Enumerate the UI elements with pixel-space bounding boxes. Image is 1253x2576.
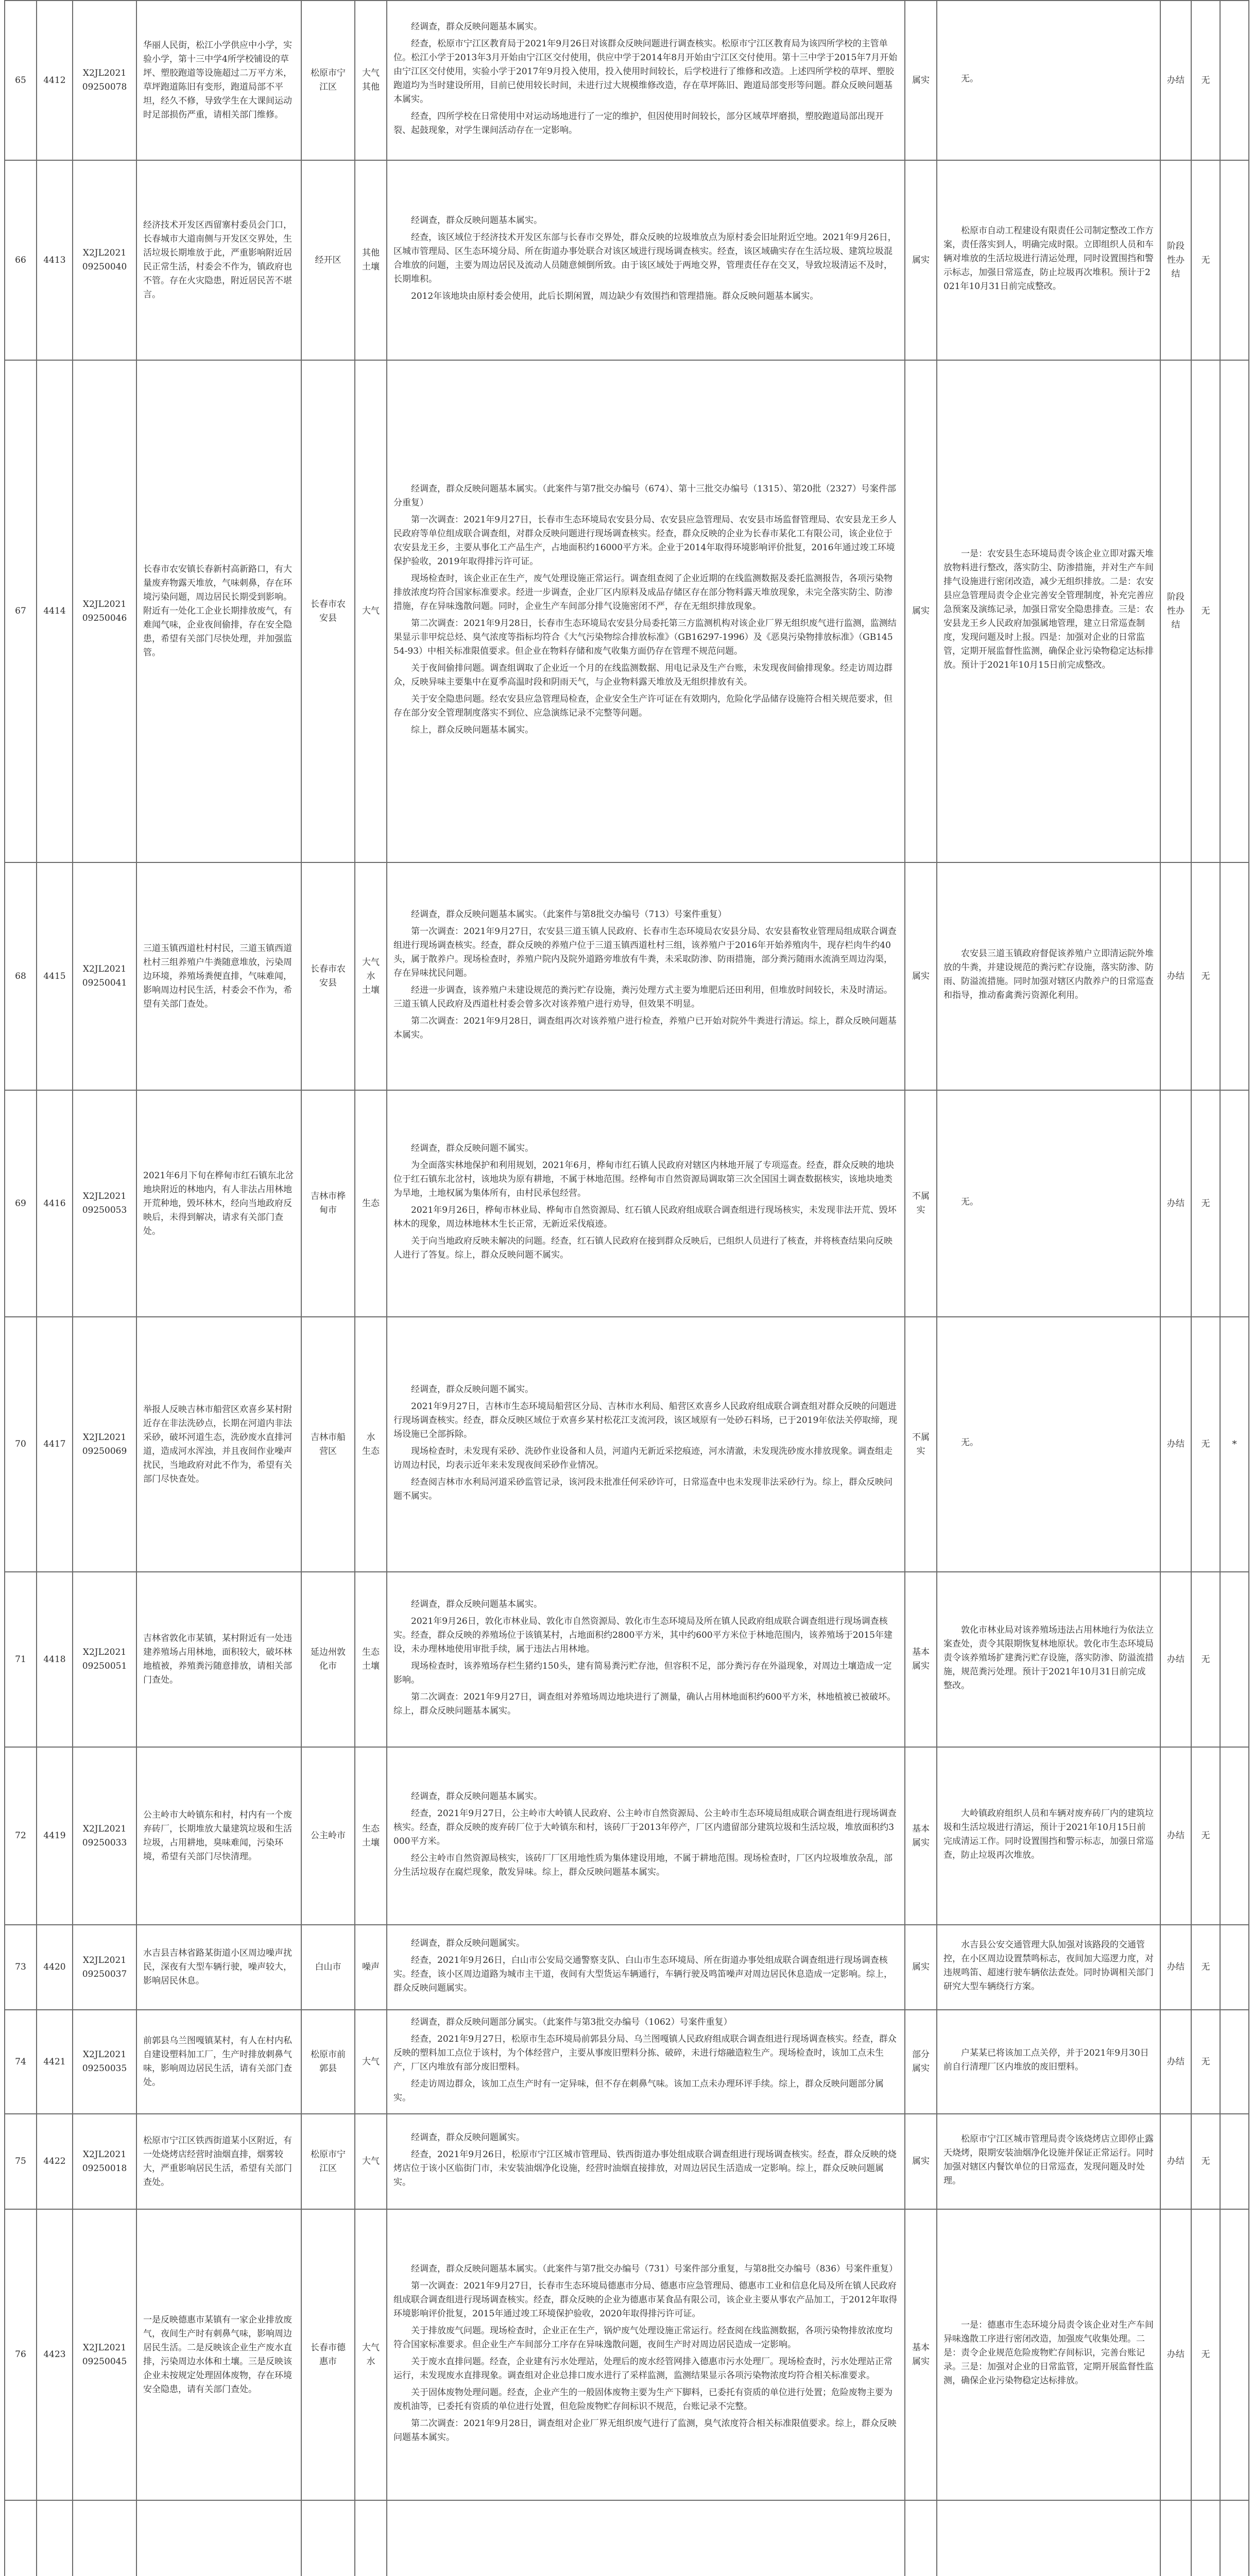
rectification-text: 松原市宁江区城市管理局责令该烧烤店立即停止露天烧烤，限期安装油烟净化设施并保证正常运行。同时加强对辖区内餐饮单位的日常巡查，发现问题及时处理。 [943,2133,1154,2186]
result-paragraph: 经调查，群众反映问题基本属实。 [411,1791,542,1802]
complaint-summary: 水吉县吉林省路某街道小区周边噪声扰民，深夜有大型车辆行驶，噪声较大，影响居民休息。 [136,1925,301,2010]
verification-status: 属实 [905,360,937,862]
remark [1220,2114,1249,2209]
completion-status: 办结 [1160,2114,1191,2209]
accountability: 无 [1191,2209,1220,2500]
result-paragraph: 2012年该地块由原村委会使用，此后长期闲置，周边缺少有效围挡和管理措施。群众反映问题基本属实。 [411,291,819,301]
accountability [1191,2500,1220,2576]
rectification-measures [937,1747,1160,1925]
row-number: 71 [5,1572,37,1747]
result-paragraph: 第一次调查：2021年9月27日，长春市生态环境局农安县分局、农安县应急管理局、农安县市场监督管理局、农安县龙王乡人民政府等单位组成联合调查组，对群众反映问题进行现场调查核实。经查，群众反映的企业为长春市某化工有限公司，该企业位于农安县龙王乡，主要从事化工产品生产，占地面积约16000平方米。企业于2014年取得环境影响评价批复，2016年通过竣工环境保护验收，2019年取得排污许可证。 [393,515,897,567]
case-code: X2JL2021 09250051 [73,1572,136,1747]
complaint-summary: 华丽人民街，松江小学供应中小学，实验小学，第十三中学4所学校铺设的草坪、塑胶跑道等设施超过二万平方米，草坪跑道陈旧有变形，跑道局部不平坦，经久不修，导致学生在大课间运动时足部损伤严重，请相关部门维修。 [136,1,301,160]
investigation-result [387,1925,905,2010]
result-paragraph: 关于安全隐患问题。经农安县应急管理局检查，企业安全生产许可证在有效期内，危险化学品储存设施符合相关规范要求，但存在部分安全管理制度落实不到位、应急演练记录不完整等问题。 [393,694,892,718]
rectification-measures [937,2114,1160,2209]
complaint-summary: 一是反映德惠市某镇有一家企业排放废气，夜间生产时有刺鼻气味，影响周边居民生活。二是反映该企业生产废水直排，污染周边水体和土壤。三是反映该企业未按规定处理固体废物，存在环境安全隐患，请有关部门查处。 [136,2209,301,2500]
rectification-text: 敦化市林业局对该养殖场违法占用林地行为依法立案查处，责令其限期恢复林地原状。敦化市生态环境局责令该养殖场扩建粪污贮存设施，落实防渗、防溢流措施，规范粪污处理。预计于2021年10月31日前完成整改。 [943,1624,1154,1691]
administrative-area: 长春市农安县 [301,360,355,862]
result-paragraph: 关于排放废气问题。现场检查时，企业正在生产，锅炉废气处理设施正常运行。经查阅在线监测数据，各项污染物排放浓度均符合国家标准要求。但企业生产车间部分工序存在异味逸散问题，夜间生产时对周边居民造成一定影响。 [393,2325,892,2350]
rectification-measures [937,1925,1160,2010]
administrative-area: 白山市 [301,1925,355,2010]
row-number: 68 [5,862,37,1090]
remark [1220,2010,1249,2114]
pollution-type: 大气 [355,2010,387,2114]
accountability: 无 [1191,1925,1220,2010]
completion-status: 办结 [1160,1,1191,160]
pollution-type: 生态 土壤 [355,1572,387,1747]
rectification-text: 大岭镇政府组织人员和车辆对废弃砖厂内的建筑垃圾和生活垃圾进行清运，预计于2021年10月15日前完成清运工作。同时设置围挡和警示标志，加强日常巡查，防止垃圾再次堆放。 [943,1808,1154,1860]
rectification-text: 水吉县公安交通管理大队加强对该路段的交通管控，在小区周边设置禁鸣标志，夜间加大巡逻力度，对违规鸣笛、超速行驶车辆依法查处。同时协调相关部门研究大型车辆绕行方案。 [943,1939,1154,1992]
investigation-result [387,2114,905,2209]
table-row [5,160,1249,360]
pollution-type: 大气 [355,360,387,862]
remark [1220,1747,1249,1925]
investigation-result [387,1747,905,1925]
administrative-area: 长春市德惠市 [301,2209,355,2500]
table-row [5,1317,1249,1572]
case-code: X2JL2021 09250040 [73,160,136,360]
result-paragraph: 第一次调查：2021年9月27日，农安县三道玉镇人民政府、长春市生态环境局农安县分局、农安县畜牧业管理局组成联合调查组进行现场调查核实。经查，群众反映的养殖户位于三道玉镇西道杜村三组，该养殖户于2016年开始养殖肉牛，现存栏肉牛约40头，属于散养户。现场检查时，养殖户院内及院外道路旁堆放有牛粪，未采取防渗、防雨措施，部分粪污随雨水流淌至周边沟渠，存在异味扰民问题。 [393,926,897,978]
case-id: 4423 [37,2209,73,2500]
rectification-measures [937,2500,1160,2576]
row-number: 66 [5,160,37,360]
accountability: 无 [1191,2010,1220,2114]
verification-status: 属实 [905,160,937,360]
verification-status: 不属实 [905,1317,937,1572]
investigation-result [387,160,905,360]
remark [1220,862,1249,1090]
verification-status: 基本属实 [905,1572,937,1747]
investigation-result [387,2500,905,2576]
rectification-measures [937,1090,1160,1317]
completion-status: 办结 [1160,1090,1191,1317]
result-paragraph: 经查，2021年9月26日，松原市宁江区城市管理局、铁西街道办事处组成联合调查组进行现场调查核实。经查，群众反映的烧烤店位于该小区临街门市，未安装油烟净化设施，经营时油烟直接排放，对周边居民生活造成一定影响。综上，群众反映问题属实。 [393,2149,897,2188]
administrative-area: 松原市宁江区 [301,1,355,160]
administrative-area: 吉林市桦甸市 [301,1090,355,1317]
completion-status: 办结 [1160,2209,1191,2500]
pollution-type: 大气 水 [355,2209,387,2500]
case-id: 4415 [37,862,73,1090]
completion-status [1160,2500,1191,2576]
result-paragraph: 经查，2021年9月26日，白山市公安局交通警察支队、白山市生态环境局、所在街道办事处组成联合调查组进行现场调查核实。经查，该小区周边道路为城市主干道，夜间有大型货运车辆通行，车辆行驶及鸣笛噪声对周边居民休息造成一定影响。综上，群众反映问题属实。 [393,1955,892,1993]
result-paragraph: 关于夜间偷排问题。调查组调取了企业近一个月的在线监测数据、用电记录及生产台账，未发现夜间偷排现象。经走访周边群众，反映异味主要集中在夏季高温时段和阴雨天气，与企业物料露天堆放及无组织排放有关。 [393,663,892,687]
completion-status: 阶段性办结 [1160,360,1191,862]
pollution-type: 大气 [355,2114,387,2209]
administrative-area: 长春市农安县 [301,862,355,1090]
result-paragraph: 经查，2021年9月27日，公主岭市大岭镇人民政府、公主岭市自然资源局、公主岭市生态环境局组成联合调查组进行现场调查核实。经查，群众反映的废弃砖厂位于大岭镇东和村，该砖厂于2013年停产，厂区内遗留部分建筑垃圾和生活垃圾，堆放面积约3000平方米。 [393,1808,897,1846]
table-row [5,1572,1249,1747]
remark [1220,1317,1249,1572]
accountability: 无 [1191,360,1220,862]
remark [1220,1572,1249,1747]
case-id: 4416 [37,1090,73,1317]
case-id: 4419 [37,1747,73,1925]
result-paragraph: 关于废水直排问题。经查，企业建有污水处理站，处理后的废水经管网排入德惠市污水处理厂。现场检查时，污水处理站正常运行，未发现废水直排现象。调查组对企业总排口废水进行了采样监测，监测结果显示各项污染物浓度均符合相关标准要求。 [393,2356,892,2381]
rectification-measures [937,2010,1160,2114]
accountability: 无 [1191,2114,1220,2209]
row-number [5,2500,37,2576]
administrative-area: 延边州敦化市 [301,1572,355,1747]
table-row [5,360,1249,862]
case-code: X2JL2021 09250018 [73,2114,136,2209]
administrative-area: 公主岭市 [301,1747,355,1925]
case-code [73,2500,136,2576]
pollution-type: 生态 土壤 [355,1747,387,1925]
investigation-result [387,1317,905,1572]
row-number: 74 [5,2010,37,2114]
pollution-type: 其他 土壤 [355,160,387,360]
result-paragraph: 经查，松原市宁江区教育局于2021年9月26日对该群众反映问题进行调查核实。松原市宁江区教育局为该四所学校的主管单位。松江小学于2013年3月开始由宁江区交付使用，供应中学于2014年8月开始由宁江区交付使用。第十三中学于2015年7月开始由宁江区交付使用，实验小学于2017年9月投入使用，投入使用时间较长，后学校进行了维修和改造。上述四所学校的草坪、塑胶跑道均为当时建设所用，目前已使用较长时间，未进行过大规模维修改造，存在草坪陈旧、跑道局部变形等问题。群众反映问题基本属实。 [393,39,898,105]
row-number: 76 [5,2209,37,2500]
pollution-type: 大气 水 土壤 [355,862,387,1090]
investigation-result [387,862,905,1090]
result-paragraph: 为全面落实林地保护和利用规划，2021年6月，桦甸市红石镇人民政府对辖区内林地开展了专项巡查。经查，群众反映的地块位于红石镇东北岔村，该地块为原有耕地，不属于林地范围。经桦甸市自然资源局调取第三次全国国土调查数据核实，该地块地类为旱地，土地权属为集体所有，由村民承包经营。 [393,1160,895,1198]
pollution-type: 噪声 [355,1925,387,2010]
case-code: X2JL2021 09250035 [73,2010,136,2114]
report-table [4,0,1249,2576]
case-code: X2JL2021 09250046 [73,360,136,862]
result-paragraph: 第二次调查：2021年9月27日，调查组对养殖场周边地块进行了测量，确认占用林地面积约600平方米，林地植被已被破坏。综上，群众反映问题基本属实。 [393,1692,896,1716]
row-number: 65 [5,1,37,160]
investigation-result [387,2209,905,2500]
complaint-summary: 长春市农安镇长春新村高新路口，有大量废弃物露天堆放，气味刺鼻，存在环境污染问题，周边居民长期受到影响。附近有一处化工企业长期排放废气，有难闻气味，企业夜间偷排，存在安全隐患，希望有关部门尽快处理，并加强监管。 [136,360,301,862]
investigation-result [387,1572,905,1747]
accountability: 无 [1191,160,1220,360]
completion-status: 办结 [1160,2010,1191,2114]
remark [1220,160,1249,360]
rectification-text: 一是：农安县生态环境局责令该企业立即对露天堆放物料进行整改，落实防尘、防渗措施，并对生产车间排气设施进行密闭改造，减少无组织排放。二是：农安县应急管理局责令企业完善安全管理制度，补充完善应急预案及演练记录，加强日常安全隐患排查。三是：农安县龙王乡人民政府加强属地管理，建立日常巡查制度，发现问题及时上报。四是：加强对企业的日常监管，定期开展监督性监测，确保企业污染物稳定达标排放。预计于2021年10月15日前完成整改。 [943,549,1154,670]
complaint-summary: 2021年6月下旬在桦甸市红石镇东北岔地块附近的林地内，有人非法占用林地开荒种地，毁坏林木，经向当地政府反映后，未得到解决，请求有关部门查处。 [136,1090,301,1317]
investigation-result [387,1,905,160]
result-paragraph: 经进一步调查，该养殖户未建设规范的粪污贮存设施，粪污处理方式主要为堆肥后还田利用，但堆放时间较长，未及时清运。三道玉镇人民政府及西道杜村委会曾多次对该养殖户进行劝导，但效果不明显。 [393,985,892,1009]
administrative-area: 吉林市船营区 [301,1317,355,1572]
complaint-summary: 经济技术开发区西留寨村委员会门口，长春城市大道南侧与开发区交界处，生活垃圾长期堆放于此，严重影响附近居民正常生活，村委会不作为，镇政府也不管。存在火灾隐患，附近居民苦不堪言。 [136,160,301,360]
verification-status: 属实 [905,1,937,160]
completion-status: 办结 [1160,862,1191,1090]
result-paragraph: 经调查，群众反映问题基本属实。（此案件与第7批交办编号（674）、第十三批交办编号（1315）、第20批（2327）号案件部分重复） [393,484,896,508]
result-paragraph: 2021年9月26日，桦甸市林业局、桦甸市自然资源局、红石镇人民政府组成联合调查组进行现场核实，未发现非法开荒、毁坏林木的现象，周边林地林木生长正常，无新近采伐痕迹。 [393,1205,897,1229]
result-paragraph: 经走访周边群众，该加工点生产时有一定异味，但不存在刺鼻气味。该加工点未办理环评手续。综上，群众反映问题部分属实。 [393,2079,884,2103]
rectification-text: 松原市自动工程建设有限责任公司制定整改工作方案，责任落实到人，明确完成时限。立即组织人员和车辆对堆放的生活垃圾进行清运处理，同时设置围挡和警示标志，加强日常巡查，防止垃圾再次堆积。预计于2021年10月31日前完成整改。 [943,225,1154,292]
result-paragraph: 经调查，群众反映问题不属实。 [411,1384,534,1395]
case-id: 4412 [37,1,73,160]
verification-status: 属实 [905,862,937,1090]
rectification-measures [937,1317,1160,1572]
accountability: 无 [1191,1317,1220,1572]
row-number: 72 [5,1747,37,1925]
table-row [5,1090,1249,1317]
remark [1220,360,1249,862]
result-paragraph: 经调查，群众反映问题不属实。 [411,1143,534,1154]
pollution-type: 生态 [355,1090,387,1317]
table-body [5,1,1249,2576]
result-paragraph: 经查阅吉林市水利局河道采砂监管记录，该河段未批准任何采砂许可，日常巡查中也未发现非法采砂行为。综上，群众反映问题不属实。 [393,1477,892,1501]
row-number: 70 [5,1317,37,1572]
complaint-summary: 吉林省敦化市某镇，某村附近有一处违建养殖场占用林地，面积较大，破坏林地植被，养殖粪污随意排放，请相关部门查处。 [136,1572,301,1747]
pollution-type: 大气 其他 [355,1,387,160]
result-paragraph: 经查，该区域位于经济技术开发区东部与长春市交界处，群众反映的垃圾堆放点为原村委会旧址附近空地。2021年9月26日，区城市管理局、区生态环境分局、所在街道办事处联合对该区域进行现场调查核实。经查，该区域确实存在生活垃圾、建筑垃圾混合堆放的问题，主要为周边居民及流动人员随意倾倒所致。由于该区域处于两地交界，管理责任存在交叉，导致垃圾清运不及时，长期堆积。 [393,232,897,284]
accountability: 无 [1191,1,1220,160]
verification-status: 部分属实 [905,2010,937,2114]
result-paragraph: 经调查，群众反映问题基本属实。 [411,22,542,32]
rectification-measures [937,1,1160,160]
administrative-area: 松原市宁江区 [301,2114,355,2209]
table-row [5,1747,1249,1925]
case-code: X2JL2021 09250045 [73,2209,136,2500]
pollution-type [355,2500,387,2576]
result-paragraph: 经调查，群众反映问题基本属实。 [411,215,542,226]
result-paragraph: 现场检查时，该企业正在生产，废气处理设施正常运行。调查组查阅了企业近期的在线监测数据及委托监测报告，各项污染物排放浓度均符合国家标准要求。经进一步调查，企业厂区内原料及成品存储区存在部分物料露天堆放现象，未完全落实防尘、防渗措施，存在异味逸散问题。同时，企业生产车间部分排气设施密闭不严，存在无组织排放现象。 [393,573,892,612]
case-id: 4414 [37,360,73,862]
result-paragraph: 第二次调查：2021年9月28日，长春市生态环境局农安县分局委托第三方监测机构对该企业厂界无组织废气进行监测，监测结果显示非甲烷总烃、臭气浓度等指标均符合《大气污染物综合排放标准》（GB16297-1996）及《恶臭污染物排放标准》（GB14554-93）中相关标准限值要求。但企业在物料存储和废气收集方面仍存在管理不规范问题。 [393,618,897,656]
case-id: 4421 [37,2010,73,2114]
verification-status: 基本属实 [905,2209,937,2500]
result-paragraph: 关于向当地政府反映未解决的问题。经查，红石镇人民政府在接到群众反映后，已组织人员进行了核查，并将核查结果向反映人进行了答复。综上，群众反映问题不属实。 [393,1236,892,1260]
remark [1220,1090,1249,1317]
result-paragraph: 经查，四所学校在日常使用中对运动场地进行了一定的维护，但因使用时间较长，部分区域草坪磨损，塑胶跑道局部出现开裂、起鼓现象，对学生课间活动存在一定影响。 [393,111,884,135]
administrative-area: 松原市前郭县 [301,2010,355,2114]
result-paragraph: 经调查，群众反映问题基本属实。 [411,1599,542,1609]
rectification-measures [937,862,1160,1090]
case-id: 4422 [37,2114,73,2209]
case-id: 4420 [37,1925,73,2010]
rectification-text: 无。 [961,73,979,84]
rectification-text: 农安县三道玉镇政府督促该养殖户立即清运院外堆放的牛粪，并建设规范的粪污贮存设施，落实防渗、防雨、防溢流措施。同时加强对辖区内散养户的日常巡查和指导，推动畜禽粪污资源化利用。 [943,948,1154,1001]
rectification-text: 无。 [961,1437,979,1448]
accountability: 无 [1191,862,1220,1090]
administrative-area [301,2500,355,2576]
completion-status: 办结 [1160,1925,1191,2010]
rectification-measures [937,360,1160,862]
table-row [5,2114,1249,2209]
rectification-measures [937,1572,1160,1747]
result-paragraph: 经查，2021年9月27日，松原市生态环境局前郭县分局、乌兰图嘎镇人民政府组成联合调查组进行现场调查核实。经查，群众反映的塑料加工点位于该村，为个体经营户，主要从事废旧塑料分拣、破碎，未进行熔融造粒生产。现场检查时，该加工点未生产，厂区内堆放有部分废旧塑料。 [393,2034,897,2072]
result-paragraph: 经调查，群众反映问题属实。 [411,2132,525,2143]
rectification-measures [937,2209,1160,2500]
result-paragraph: 现场检查时，未发现有采砂、洗砂作业设备和人员，河道内无新近采挖痕迹，河水清澈，未发现洗砂废水排放现象。调查组走访周边村民，均表示近年来未发现夜间采砂作业情况。 [393,1446,892,1470]
verification-status: 基本属实 [905,1747,937,1925]
result-paragraph: 经调查，群众反映问题基本属实。（此案件与第7批交办编号（731）号案件部分重复，与第8批交办编号（836）号案件重复） [411,2263,898,2274]
complaint-summary: 公主岭市大岭镇东和村，村内有一个废弃砖厂，长期堆放大量建筑垃圾和生活垃圾，占用耕地，臭味难闻，污染环境，希望有关部门尽快清理。 [136,1747,301,1925]
remark [1220,1,1249,160]
case-id: 4413 [37,160,73,360]
verification-status: 不属实 [905,1090,937,1317]
result-paragraph: 综上，群众反映问题基本属实。 [411,725,534,735]
row-number: 69 [5,1090,37,1317]
accountability: 无 [1191,1747,1220,1925]
result-paragraph: 经调查，群众反映问题属实。 [411,1938,525,1948]
result-paragraph: 第二次调查：2021年9月28日，调查组对企业厂界无组织废气进行了监测，臭气浓度符合相关标准限值要求。综上，群众反映问题基本属实。 [393,2418,897,2443]
row-number: 75 [5,2114,37,2209]
table-row [5,862,1249,1090]
case-id: 4418 [37,1572,73,1747]
result-paragraph: 第二次调查：2021年9月28日，调查组再次对该养殖户进行检查，养殖户已开始对院外牛粪进行清运。综上，群众反映问题基本属实。 [393,1015,897,1040]
result-paragraph: 关于固体废物处理问题。经查，企业产生的一般固体废物主要为生产下脚料，已委托有资质的单位进行处置；危险废物主要为废机油等，已委托有资质的单位进行处置，但危险废物贮存间标识不规范，台账记录不完整。 [393,2387,892,2412]
case-code: X2JL2021 09250069 [73,1317,136,1572]
result-paragraph: 经公主岭市自然资源局核实，该砖厂厂区用地性质为集体建设用地，不属于耕地范围。现场检查时，厂区内垃圾堆放杂乱，部分生活垃圾存在腐烂现象，散发异味。综上，群众反映问题基本属实。 [393,1853,892,1877]
table-row [5,1,1249,160]
complaint-summary: 松原市宁江区铁西街道某小区附近，有一处烧烤店经营时油烟直排，烟雾较大，严重影响居民生活，希望有关部门查处。 [136,2114,301,2209]
result-paragraph: 2021年9月26日，敦化市林业局、敦化市自然资源局、敦化市生态环境局及所在镇人民政府组成联合调查组进行现场调查核实。经查，群众反映的养殖场位于该镇某村，占地面积约2800平方米，其中约600平方米位于林地范围内，该养殖场于2015年建设，未办理林地使用审批手续，属于违法占用林地。 [393,1616,892,1654]
accountability: 无 [1191,1090,1220,1317]
rectification-text: 一是：德惠市生态环境分局责令该企业对生产车间异味逸散工序进行密闭改造，加强废气收集处理。二是：责令企业规范危险废物贮存间标识，完善台账记录。三是：加强对企业的日常监管，定期开展监督性监测，确保企业污染物稳定达标排放。 [943,2320,1154,2386]
case-code: X2JL2021 09250053 [73,1090,136,1317]
result-paragraph: 经调查，群众反映问题部分属实。（此案件与第3批交办编号（1062）号案件重复） [411,2017,732,2027]
verification-status: 属实 [905,1925,937,2010]
result-paragraph: 经调查，群众反映问题基本属实。（此案件与第8批交办编号（713）号案件重复） [411,909,727,920]
remark [1220,2209,1249,2500]
row-number: 73 [5,1925,37,2010]
investigation-result [387,2010,905,2114]
result-paragraph: 现场检查时，该养殖场存栏生猪约150头，建有简易粪污贮存池，但容积不足，部分粪污存在外溢现象，对周边土壤造成一定影响。 [393,1661,892,1685]
rectification-measures [937,160,1160,360]
complaint-summary: 三道玉镇西道杜村村民，三道玉镇西道杜村三组养殖户牛粪随意堆放，污染周边环境，养殖场粪便直排，气味难闻，影响周边村民生活，村委会不作为，希望有关部门查处。 [136,862,301,1090]
verification-status: 属实 [905,2114,937,2209]
table-row [5,1925,1249,2010]
table-row [5,2010,1249,2114]
case-code: X2JL2021 09250041 [73,862,136,1090]
investigation-result [387,1090,905,1317]
verification-status [905,2500,937,2576]
case-code: X2JL2021 09250037 [73,1925,136,2010]
completion-status: 办结 [1160,1747,1191,1925]
case-id [37,2500,73,2576]
investigation-result [387,360,905,862]
administrative-area: 经开区 [301,160,355,360]
row-number: 67 [5,360,37,862]
rectification-text: 户某某已将该加工点关停，并于2021年9月30日前自行清理厂区内堆放的废旧塑料。 [943,2048,1149,2072]
rectification-text: 无。 [961,1196,979,1207]
accountability: 无 [1191,1572,1220,1747]
case-id: 4417 [37,1317,73,1572]
complaint-summary [136,2500,301,2576]
table-row [5,2500,1249,2576]
complaint-summary: 举报人反映吉林市船营区欢喜乡某村附近存在非法洗砂点，长期在河道内非法采砂，破坏河道生态，洗砂废水直排河道，造成河水浑浊，并且夜间作业噪声扰民，当地政府对此不作为，希望有关部门尽快查处。 [136,1317,301,1572]
completion-status: 办结 [1160,1317,1191,1572]
remark [1220,2500,1249,2576]
result-paragraph: 第一次调查：2021年9月27日，长春市生态环境局德惠市分局、德惠市应急管理局、德惠市工业和信息化局及所在镇人民政府组成联合调查组进行现场调查核实。经查，群众反映的企业为德惠市某食品有限公司，该企业主要从事农产品加工，于2012年取得环境影响评价批复，2015年通过竣工环境保护验收，2020年取得排污许可证。 [393,2280,898,2319]
case-code: X2JL2021 09250033 [73,1747,136,1925]
table-row [5,2209,1249,2500]
result-paragraph: 2021年9月27日，吉林市生态环境局船营区分局、吉林市水利局、船营区欢喜乡人民政府组成联合调查组对群众反映的问题进行现场调查核实。经查，群众反映区域位于欢喜乡某村松花江支流河段，该区域原有一处砂石料场，已于2019年依法关停取缔，现场设施已全部拆除。 [393,1401,898,1439]
pollution-type: 水 生态 [355,1317,387,1572]
completion-status: 阶段性办结 [1160,160,1191,360]
case-code: X2JL2021 09250078 [73,1,136,160]
completion-status: 办结 [1160,1572,1191,1747]
remark [1220,1925,1249,2010]
remark-mark: * [1232,1438,1237,1450]
complaint-summary: 前郭县乌兰图嘎镇某村，有人在村内私自建设塑料加工厂，生产时排放刺鼻气味，影响周边居民生活，请有关部门查处。 [136,2010,301,2114]
